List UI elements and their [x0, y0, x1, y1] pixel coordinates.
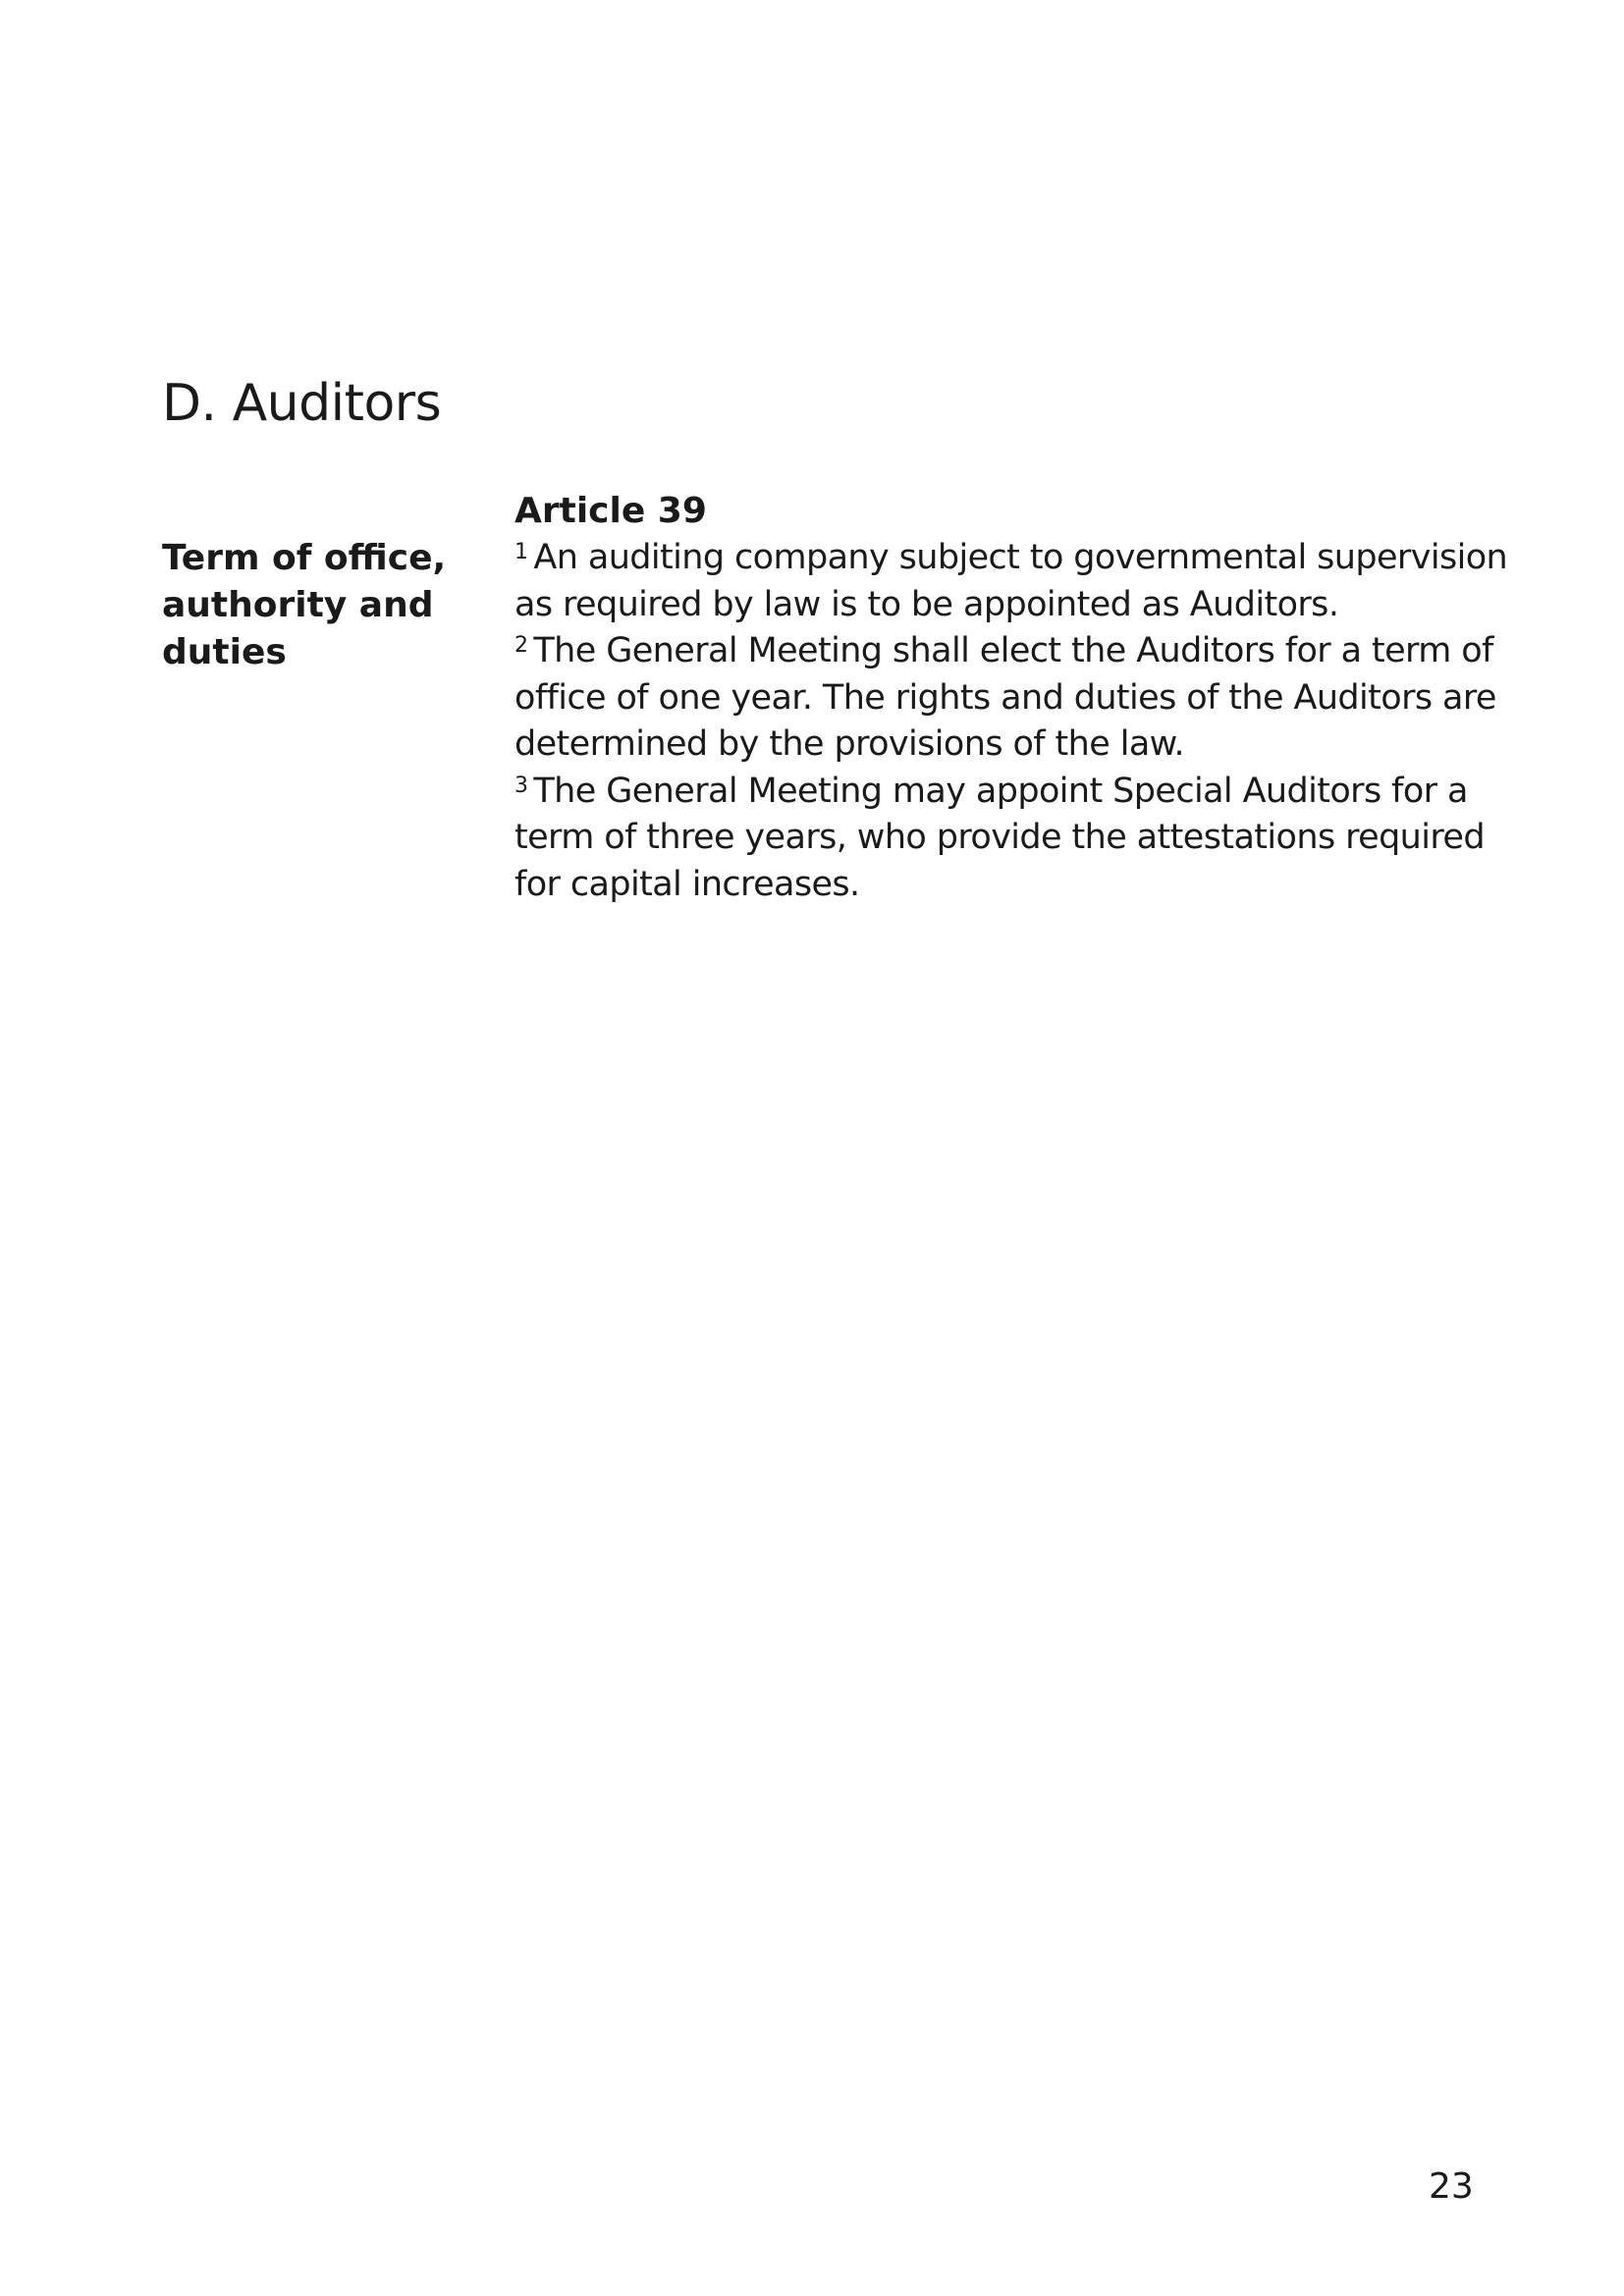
- paragraph-line: office of one year. The rights and duties of the Auditors are: [514, 677, 1496, 718]
- margin-heading-line: authority and: [162, 585, 434, 625]
- paragraph-line: as required by law is to be appointed as Auditors.: [514, 584, 1339, 624]
- page-number: 23: [1429, 2166, 1474, 2207]
- paragraph-line: $^1$ An auditing company subject to governmental supervision: [514, 538, 1508, 577]
- paragraph-number: 2: [514, 633, 528, 658]
- paragraph-number: 3: [514, 773, 528, 798]
- paragraph-line: for capital increases.: [514, 864, 860, 904]
- paragraph-1: [514, 535, 1508, 628]
- article-title: Article 39: [514, 491, 707, 531]
- margin-heading: [162, 535, 457, 676]
- paragraph-line: $^3$ The General Meeting may appoint Special Auditors for a: [514, 771, 1468, 811]
- paragraph-3: [514, 769, 1487, 909]
- margin-heading-line: Term of office,: [162, 538, 447, 578]
- paragraph-number: 1: [514, 540, 528, 564]
- paragraph-line: $^2$ The General Meeting shall elect the Auditors for a term of: [514, 631, 1493, 670]
- paragraph-line: term of three years, who provide the attestations required: [514, 818, 1485, 857]
- margin-heading-line: duties: [162, 632, 287, 672]
- section-title: D. Auditors: [162, 374, 442, 433]
- article-39: [514, 488, 1508, 908]
- paragraph-2: [514, 628, 1496, 769]
- paragraph-line: determined by the provisions of the law.: [514, 724, 1185, 764]
